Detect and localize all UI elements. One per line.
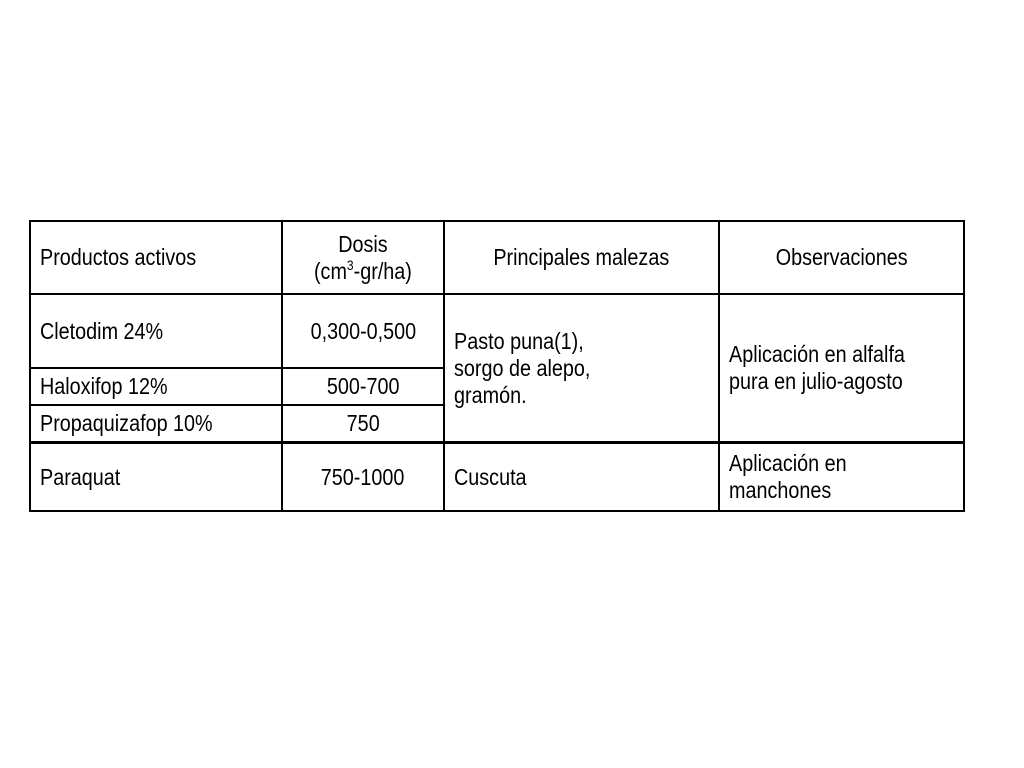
header-dose-line2-post: -gr/ha) [353, 257, 412, 284]
header-dose-line1: Dosis [338, 230, 388, 257]
header-dose-line2-pre: (cm [314, 257, 347, 284]
header-products: Productos activos [40, 244, 197, 270]
row-1-dose: 0,300-0,500 [310, 317, 416, 344]
header-weeds: Principales malezas [493, 244, 670, 270]
merged-observations-line1: Aplicación en alfalfa [729, 341, 905, 367]
merged-observations-line2: pura en julio-agosto [729, 368, 903, 394]
header-dose-superscript: 3 [346, 256, 354, 273]
row-4-observations-line2: manchones [729, 477, 832, 503]
header-observations: Observaciones [775, 244, 908, 270]
row-3-dose: 750 [346, 410, 380, 436]
row-4-weeds: Cuscuta [454, 463, 527, 490]
merged-observations [720, 295, 963, 441]
row-2-dose: 500-700 [326, 373, 400, 399]
row-1-product: Cletodim 24% [40, 317, 164, 344]
merged-weeds-line2: sorgo de alepo, [454, 354, 591, 381]
merged-weeds-line1: Pasto puna(1), [454, 327, 584, 354]
merged-weeds-line3: gramón. [454, 381, 527, 408]
header-dose [283, 222, 443, 293]
row-4-observations [720, 444, 963, 510]
merged-weeds [445, 295, 718, 441]
row-4-dose: 750-1000 [321, 463, 405, 490]
row-4-observations-line1: Aplicación en [729, 450, 847, 476]
row-2-product: Haloxifop 12% [40, 373, 168, 399]
herbicide-table [29, 220, 965, 512]
row-4-product: Paraquat [40, 463, 121, 490]
row-3-product: Propaquizafop 10% [40, 410, 213, 436]
